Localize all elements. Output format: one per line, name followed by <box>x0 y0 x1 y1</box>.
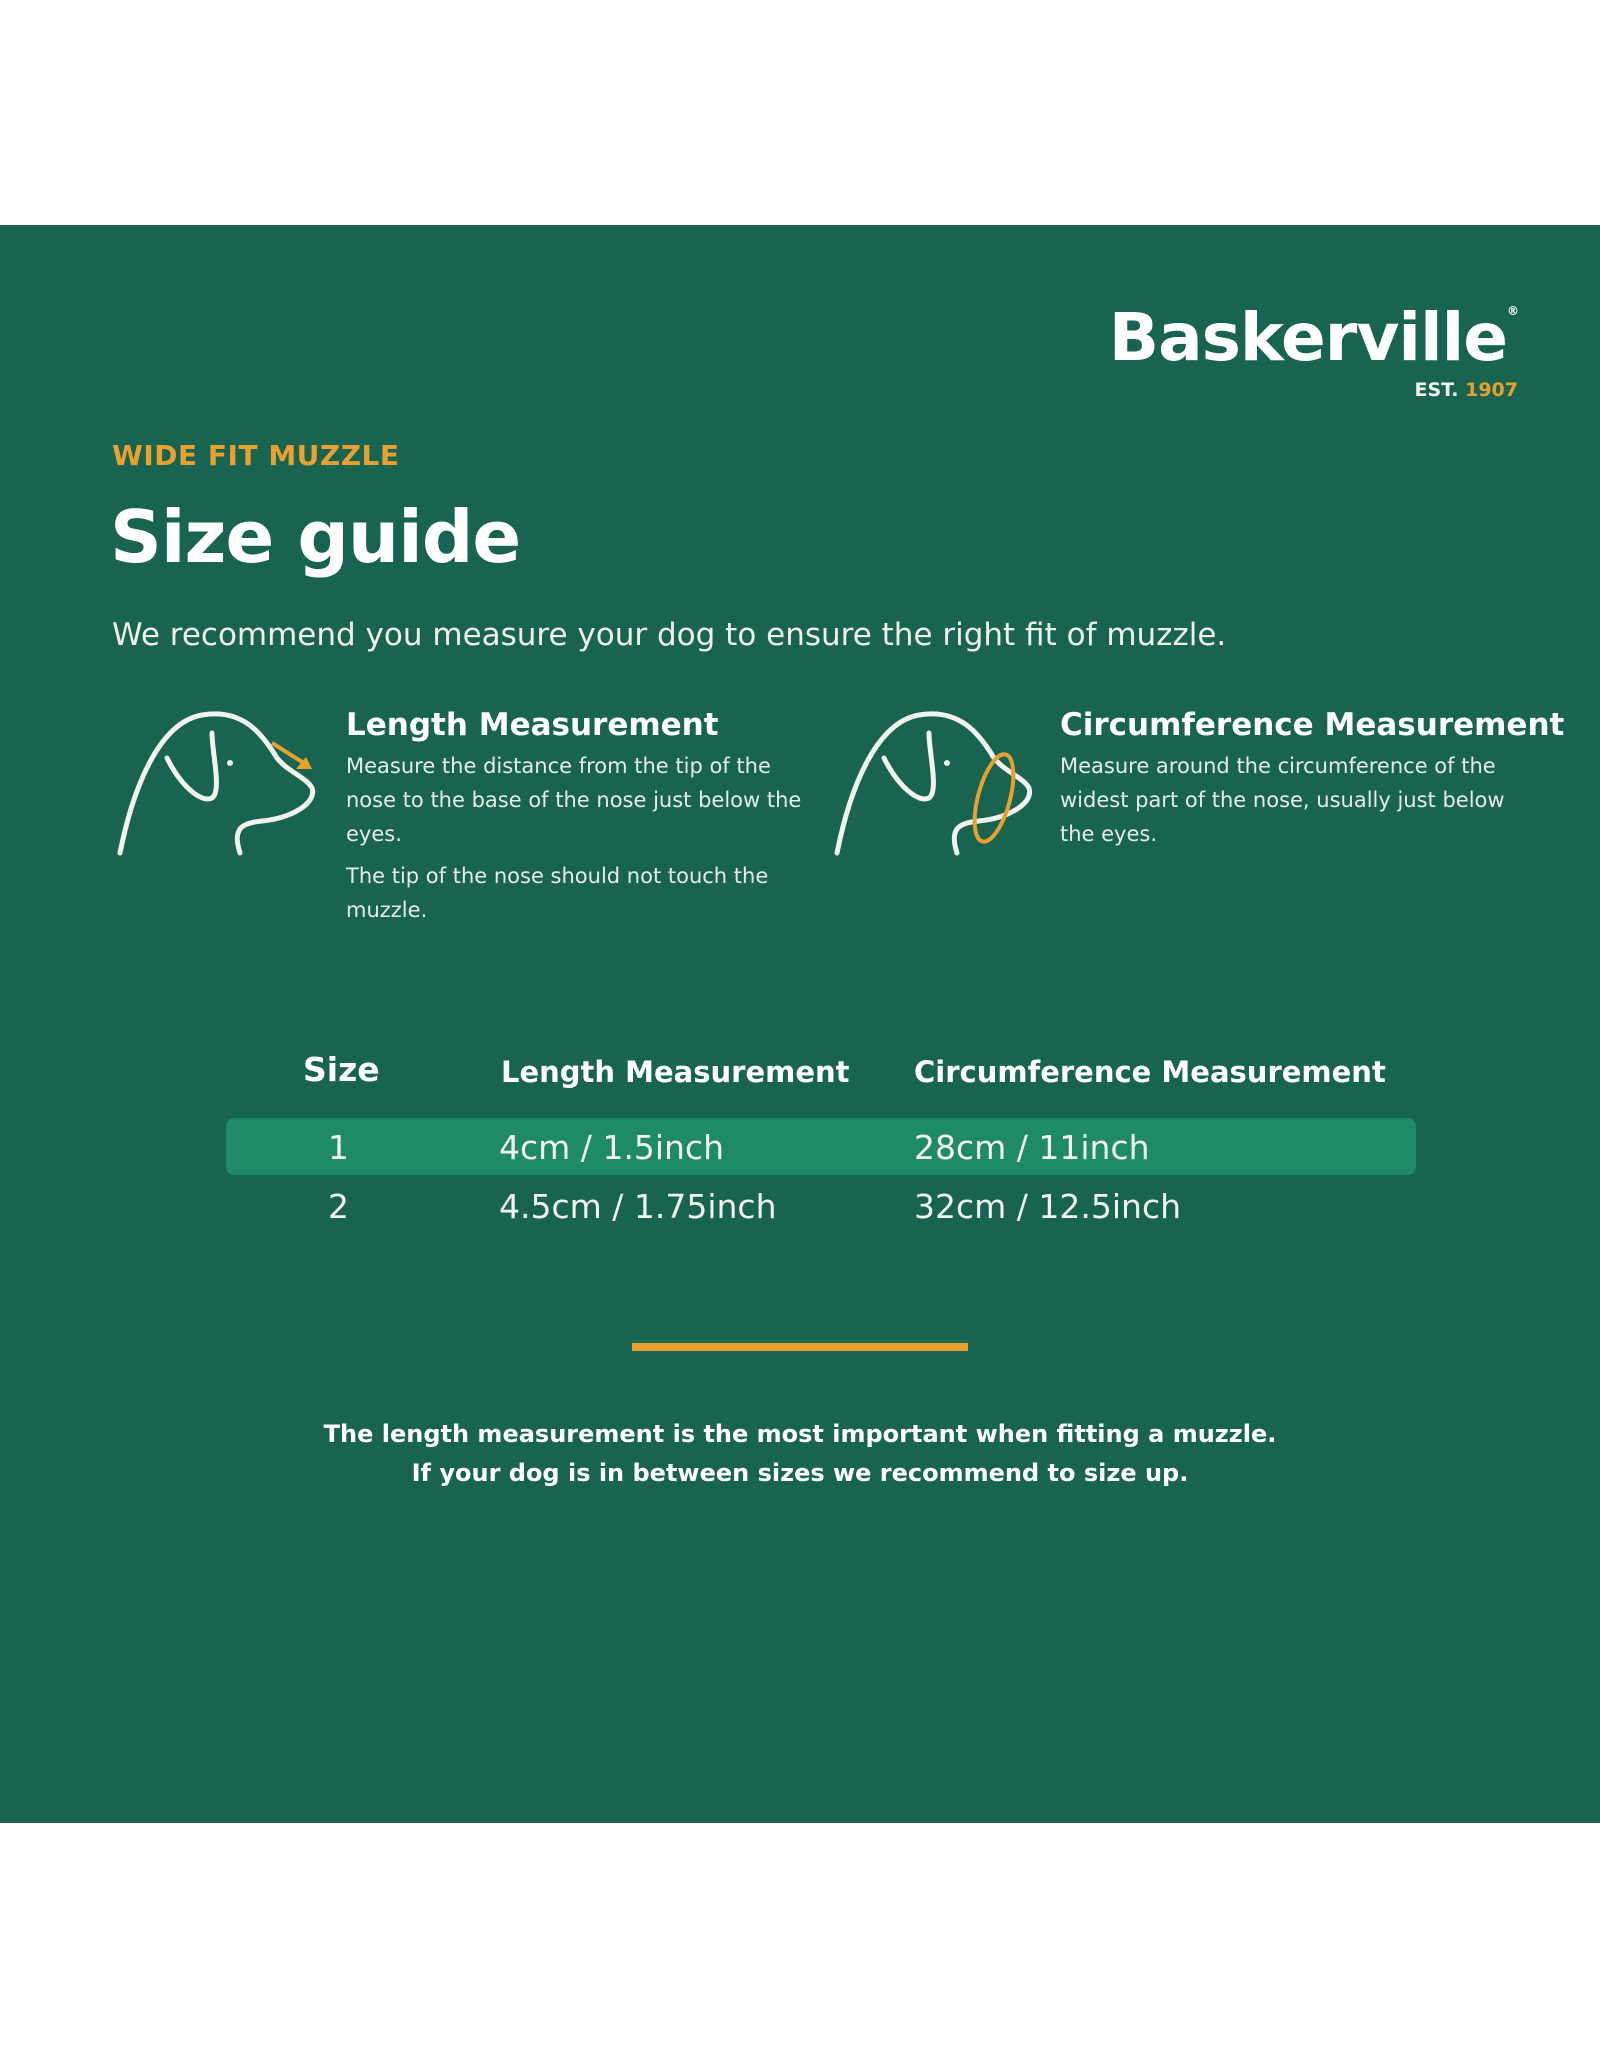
footnote <box>0 1415 1600 1493</box>
circumference-heading: Circumference Measurement <box>1060 707 1565 743</box>
est-year: 1907 <box>1465 379 1518 401</box>
est-label: EST. <box>1414 379 1459 401</box>
table-header-circumference: Circumference Measurement <box>914 1055 1386 1089</box>
footnote-line-2: If your dog is in between sizes we recommend to size up. <box>411 1459 1189 1487</box>
length-cell: 4cm / 1.5inch <box>499 1128 725 1167</box>
intro-text: We recommend you measure your dog to ensure the right fit of muzzle. <box>112 617 1227 653</box>
footnote-line-1: The length measurement is the most important when fitting a muzzle. <box>323 1420 1277 1448</box>
length-note: The tip of the nose should not touch the muzzle. <box>346 864 769 922</box>
length-cell: 4.5cm / 1.75inch <box>499 1187 777 1226</box>
circumference-measurement-block <box>1060 707 1564 859</box>
size-cell: 2 <box>328 1187 349 1226</box>
table-header-size: Size <box>303 1050 380 1089</box>
circumference-cell: 32cm / 12.5inch <box>914 1187 1181 1226</box>
divider <box>632 1343 968 1351</box>
length-measurement-block <box>346 707 806 935</box>
brand-name: Baskerville <box>1108 299 1507 376</box>
size-cell: 1 <box>328 1128 349 1167</box>
length-heading: Length Measurement <box>346 707 719 743</box>
product-name: WIDE FIT MUZZLE <box>112 439 400 472</box>
table-row <box>226 1177 1416 1234</box>
circumference-cell: 28cm / 11inch <box>914 1128 1150 1167</box>
dog-head-circumference-icon <box>829 703 1039 863</box>
circumference-instruction: Measure around the circumference of the widest part of the nose, usually just below the eyes. <box>1060 754 1505 846</box>
length-instruction: Measure the distance from the tip of the nose to the base of the nose just below the eyes. <box>346 754 802 846</box>
size-guide-panel <box>0 225 1600 1823</box>
page-title: Size guide <box>110 495 521 579</box>
brand-logo <box>1108 299 1518 401</box>
table-header-length: Length Measurement <box>501 1055 850 1089</box>
registered-mark: ® <box>1507 304 1518 318</box>
dog-head-length-arrow-icon <box>112 703 322 863</box>
table-row <box>226 1118 1416 1175</box>
